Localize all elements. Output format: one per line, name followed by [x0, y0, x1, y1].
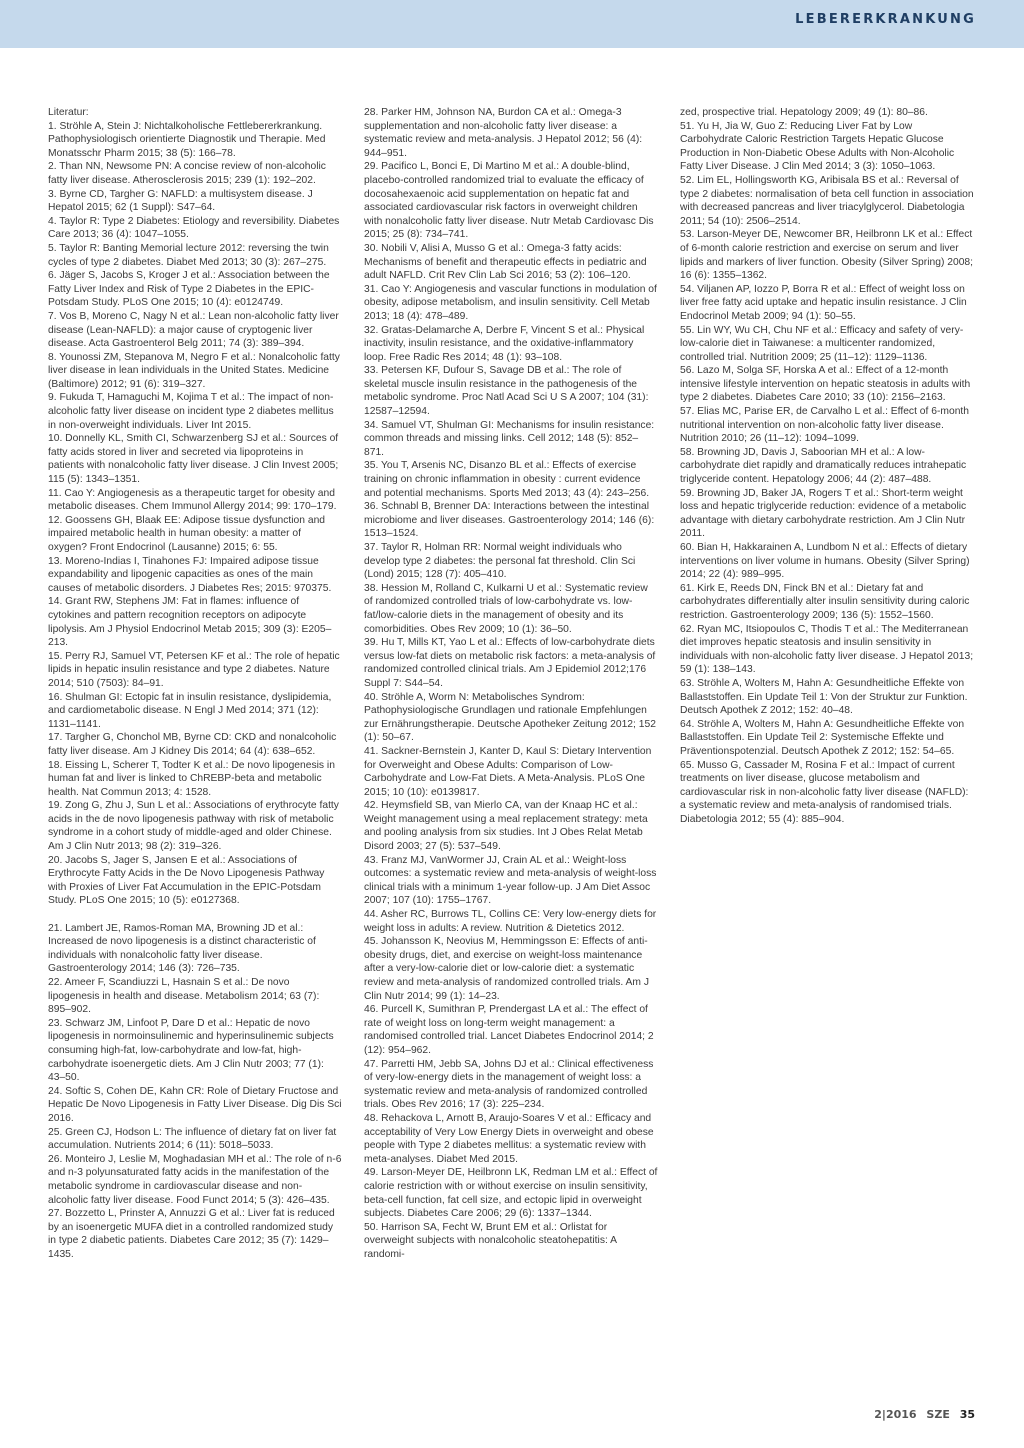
reference-list: [48, 120, 342, 1262]
reference-entry: 37. Taylor R, Holman RR: Normal weight individuals who develop type 2 diabetes: the personal fat threshold. Clin Sci (Lond) 2015; 128 (7): 405–410.: [364, 542, 636, 581]
reference-entry: 59. Browning JD, Baker JA, Rogers T et al.: Short-term weight loss and hepatic triglyceride reduction: evidence of a metabolic advantage with dietary carbohydrate restriction. Am J Clin Nutr 2011.: [680, 487, 967, 540]
reference-list: [364, 106, 658, 1261]
reference-entry: 23. Schwarz JM, Linfoot P, Dare D et al.: Hepatic de novo lipogenesis in normoinsulinemic and hyperinsulinemic subjects consuming high-fat, low-carbohydrate and low-fat, high-carbohydrate isoenergetic diets. Am J Clin Nutr 2003; 77 (1): 43–50.: [48, 1017, 334, 1084]
literature-heading: Literatur:: [48, 107, 89, 118]
reference-entry: 48. Rehackova L, Arnott B, Araujo-Soares V et al.: Efficacy and acceptability of Very Low Energy Diets in overweight and obese people with Type 2 diabetes mellitus: a systematic review with meta-analyses. Diabet Med 2015.: [364, 1112, 654, 1165]
reference-entry: 60. Bian H, Hakkarainen A, Lundbom N et al.: Effects of dietary interventions on liver volume in humans. Obesity (Silver Spring) 2014; 22 (4): 989–995.: [680, 542, 970, 581]
page-number: 35: [959, 1408, 975, 1421]
reference-column-3: [680, 106, 976, 826]
reference-entry: 61. Kirk E, Reeds DN, Finck BN et al.: Dietary fat and carbohydrates differentially alter insulin sensitivity during caloric restriction. Gastroenterology 2009; 136 (5): 1552–1560.: [680, 582, 970, 621]
reference-entry: 63. Ströhle A, Wolters M, Hahn A: Gesundheitliche Effekte von Ballaststoffen. Ein Update Teil 1: Von der Struktur zur Funktion. Deutsch Apothek Z 2012; 152: 40–48.: [680, 677, 968, 717]
reference-entry: 38. Hession M, Rolland C, Kulkarni U et al.: Systematic review of randomized controlled trials of low-carbohydrate vs. low-fat/low-calorie diets in the management of obesity and its comorbidities. Obes Rev 2009; 10 (1): 36–50.: [364, 582, 648, 635]
reference-entry: 1. Ströhle A, Stein J: Nichtalkoholische Fettlebererkrankung. Pathophysiologisch orientierte Diagnostik und Therapie. Med Monatsschr Pharm 2015; 38 (5): 166–78.: [48, 120, 326, 159]
reference-entry: 56. Lazo M, Solga SF, Horska A et al.: Effect of a 12-month intensive lifestyle intervention on hepatic steatosis in adults with type 2 diabetes. Diabetes Care 2010; 33 (10): 2156–2163.: [680, 365, 971, 404]
reference-entry: 30. Nobili V, Alisi A, Musso G et al.: Omega-3 fatty acids: Mechanisms of benefit and therapeutic effects in pediatric and adult NAFLD. Crit Rev Clin Lab Sci 2016; 53 (2): 106–120.: [364, 242, 647, 282]
reference-entry: 22. Ameer F, Scandiuzzi L, Hasnain S et al.: De novo lipogenesis in health and disease. Metabolism 2014; 63 (7): 895–902.: [48, 977, 320, 1016]
reference-entry: 6. Jäger S, Jacobs S, Kroger J et al.: Association between the Fatty Liver Index and Risk of Type 2 Diabetes in the EPIC-Potsdam Study. PLoS One 2015; 10 (4): e0124749.: [48, 270, 330, 309]
reference-entry: 13. Moreno-Indias I, Tinahones FJ: Impaired adipose tissue expandability and lipogenic capacities as ones of the main causes of metabolic disorders. J Diabetes Res; 2015: 970375.: [48, 555, 332, 594]
reference-entry: 54. Viljanen AP, Iozzo P, Borra R et al.: Effect of weight loss on liver free fatty acid uptake and hepatic insulin resistance. J Clin Endocrinol Metab 2009; 94 (1): 50–55.: [680, 283, 967, 322]
reference-entry: 8. Younossi ZM, Stepanova M, Negro F et al.: Nonalcoholic fatty liver disease in lean individuals in the United States. Medicine (Baltimore) 2012; 91 (6): 319–327.: [48, 351, 340, 390]
reference-column-1: [48, 106, 342, 1261]
reference-entry: 24. Softic S, Cohen DE, Kahn CR: Role of Dietary Fructose and Hepatic De Novo Lipogenesis in Fatty Liver Disease. Dig Dis Sci 2016.: [48, 1085, 342, 1124]
reference-entry: 26. Monteiro J, Leslie M, Moghadasian MH et al.: The role of n-6 and n-3 polyunsaturated fatty acids in the manifestation of the metabolic syndrome in cardiovascular disease and non-alcoholic fatty liver disease. Food Funct 2014; 5 (3): 426–435.: [48, 1153, 342, 1206]
reference-entry: 58. Browning JD, Davis J, Saboorian MH et al.: A low-carbohydrate diet rapidly and dramatically reduces intrahepatic triglyceride content. Hepatology 2006; 44 (2): 487–488.: [680, 446, 967, 486]
reference-entry: 2. Than NN, Newsome PN: A concise review of non-alcoholic fatty liver disease. Atherosclerosis 2015; 239 (1): 192–202.: [48, 161, 326, 186]
reference-entry: 39. Hu T, Mills KT, Yao L et al.: Effects of low-carbohydrate diets versus low-fat diets on metabolic risk factors: a meta-analysis of randomized controlled clinical trials. Am J Epidemiol 2012;176 Suppl 7: S44–54.: [364, 637, 656, 689]
magazine-name: SZE: [926, 1408, 950, 1421]
reference-column-2: [364, 106, 658, 1261]
reference-entry: 52. Lim EL, Hollingsworth KG, Aribisala BS et al.: Reversal of type 2 diabetes: normalisation of beta cell function in association with decreased pancreas and liver triacylglycerol. Diabetologia 2011; 54 (10): 2506–2514.: [680, 174, 974, 227]
reference-entry: 41. Sackner-Bernstein J, Kanter D, Kaul S: Dietary Intervention for Overweight and Obese Adults: Comparison of Low-Carbohydrate and Low-Fat Diets. A Meta-Analysis. PLoS One 2015; 10 (10): e0139817.: [364, 745, 652, 798]
reference-entry: 65. Musso G, Cassader M, Rosina F et al.: Impact of current treatments on liver disease, glucose metabolism and cardiovascular risk in non-alcoholic fatty liver disease (NAFLD): a systematic review and meta-analysis of randomised trials. Diabetologia 2012; 55 (4): 885–904.: [680, 759, 969, 825]
reference-entry: 55. Lin WY, Wu CH, Chu NF et al.: Efficacy and safety of very-low-calorie diet in Taiwanese: a multicenter randomized, controlled trial. Nutrition 2009; 25 (11–12): 1129–1136.: [680, 324, 964, 363]
reference-entry: 14. Grant RW, Stephens JM: Fat in flames: influence of cytokines and pattern recognition receptors on adipocyte lipolysis. Am J Physiol Endocrinol Metab 2015; 309 (3): E205–213.: [48, 596, 332, 649]
reference-entry: 19. Zong G, Zhu J, Sun L et al.: Associations of erythrocyte fatty acids in the de novo lipogenesis pathway with risk of metabolic syndrome in a cohort study of middle-aged and older Chinese. Am J Clin Nutr 2013; 98 (2): 319–326.: [48, 800, 339, 853]
reference-entry: 53. Larson-Meyer DE, Newcomer BR, Heilbronn LK et al.: Effect of 6-month calorie restriction and exercise on serum and liver lipids and markers of liver function. Obesity (Silver Spring) 2008; 16 (6): 1355–1362.: [680, 229, 974, 282]
reference-entry: 36. Schnabl B, Brenner DA: Interactions between the intestinal microbiome and liver diseases. Gastroenterology 2014; 146 (6): 1513–1524.: [364, 501, 655, 540]
reference-entry: 16. Shulman GI: Ectopic fat in insulin resistance, dyslipidemia, and cardiometabolic disease. N Engl J Med 2014; 371 (12): 1131–1141.: [48, 691, 332, 730]
reference-entry: 44. Asher RC, Burrows TL, Collins CE: Very low-energy diets for weight loss in adults: A review. Nutrition & Dietetics 2012.: [364, 909, 657, 934]
reference-entry: 21. Lambert JE, Ramos-Roman MA, Browning JD et al.: Increased de novo lipogenesis is a distinct characteristic of individuals with nonalcoholic fatty liver disease. Gastroenterology 2014; 146 (3): 726–735.: [48, 922, 316, 975]
reference-entry: 27. Bozzetto L, Prinster A, Annuzzi G et al.: Liver fat is reduced by an isoenergetic MUFA diet in a controlled randomized study in type 2 diabetic patients. Diabetes Care 2012; 35 (7): 1429–1435.: [48, 1208, 335, 1260]
reference-entry: 9. Fukuda T, Hamaguchi M, Kojima T et al.: The impact of non-alcoholic fatty liver disease on incident type 2 diabetes mellitus in non-overweight individuals. Liver Int 2015.: [48, 392, 334, 431]
reference-entry: 64. Ströhle A, Wolters M, Hahn A: Gesundheitliche Effekte von Ballaststoffen. Ein Update Teil 2: Systemische Effekte und Präventionspotenzial. Deutsch Apothek Z 2012; 152: 54–65.: [680, 718, 965, 757]
reference-entry: 20. Jacobs S, Jager S, Jansen E et al.: Associations of Erythrocyte Fatty Acids in the De Novo Lipogenesis Pathway with Proxies of Liver Fat Accumulation in the EPIC-Potsdam Study. PLoS One 2015; 10 (5): e0127368.: [48, 854, 325, 907]
reference-entry: 49. Larson-Meyer DE, Heilbronn LK, Redman LM et al.: Effect of calorie restriction with or without exercise on insulin sensitivity, beta-cell function, fat cell size, and ectopic lipid in overweight subjects. Diabetes Care 2006; 29 (6): 1337–1344.: [364, 1167, 658, 1220]
reference-entry: 18. Eissing L, Scherer T, Todter K et al.: De novo lipogenesis in human fat and liver is linked to ChREBP-beta and metabolic health. Nat Commun 2013; 4: 1528.: [48, 759, 335, 798]
reference-entry: 43. Franz MJ, VanWormer JJ, Crain AL et al.: Weight-loss outcomes: a systematic review and meta-analysis of weight-loss clinical trials with a minimum 1-year follow-up. J Am Diet Assoc 2007; 107 (10): 1755–1767.: [364, 854, 657, 907]
issue-number: 2|2016: [874, 1408, 917, 1421]
reference-entry: 32. Gratas-Delamarche A, Derbre F, Vincent S et al.: Physical inactivity, insulin resistance, and the oxidative-inflammatory loop. Free Radic Res 2014; 48 (1): 93–108.: [364, 324, 645, 363]
reference-entry: 31. Cao Y: Angiogenesis and vascular functions in modulation of obesity, adipose metabolism, and insulin sensitivity. Cell Metab 2013; 18 (4): 478–489.: [364, 283, 657, 322]
reference-entry: 57. Elias MC, Parise ER, de Carvalho L et al.: Effect of 6-month nutritional intervention on non-alcoholic fatty liver disease. Nutrition 2010; 26 (11–12): 1094–1099.: [680, 406, 970, 445]
reference-entry: zed, prospective trial. Hepatology 2009; 49 (1): 80–86.: [680, 107, 928, 118]
reference-entry: 3. Byrne CD, Targher G: NAFLD: a multisystem disease. J Hepatol 2015; 62 (1 Suppl): S47–64.: [48, 188, 313, 214]
reference-entry: 28. Parker HM, Johnson NA, Burdon CA et al.: Omega-3 supplementation and non-alcoholic fatty liver disease: a systematic review and meta-analysis. J Hepatol 2012; 56 (4): 944–951.: [364, 107, 643, 159]
reference-entry: 51. Yu H, Jia W, Guo Z: Reducing Liver Fat by Low Carbohydrate Caloric Restriction Targets Hepatic Glucose Production in Non-Diabetic Obese Adults with Non-Alcoholic Fatty Liver Disease. J Clin Med 2014; 3 (3): 1050–1063.: [680, 120, 955, 173]
reference-entry: 5. Taylor R: Banting Memorial lecture 2012: reversing the twin cycles of type 2 diabetes. Diabet Med 2013; 30 (3): 267–275.: [48, 242, 329, 268]
reference-entry: 12. Goossens GH, Blaak EE: Adipose tissue dysfunction and impaired metabolic health in human obesity: a matter of oxygen? Front Endocrinol (Lausanne) 2015; 6: 55.: [48, 514, 326, 553]
page-footer: [874, 1408, 975, 1421]
reference-entry: 42. Heymsfield SB, van Mierlo CA, van der Knaap HC et al.: Weight management using a meal replacement strategy: meta and pooling analysis from six studies. Int J Obes Relat Metab Disord 2003; 27 (5): 537–549.: [364, 800, 648, 853]
reference-entry: 15. Perry RJ, Samuel VT, Petersen KF et al.: The role of hepatic lipids in hepatic insulin resistance and type 2 diabetes. Nature 2014; 510 (7503): 84–91.: [48, 650, 340, 689]
reference-entry: 45. Johansson K, Neovius M, Hemmingsson E: Effects of anti-obesity drugs, diet, and exercise on weight-loss maintenance after a very-low-calorie diet or low-calorie diet: a systematic review and meta-analysis of randomized controlled trials. Am J Clin Nutr 2014; 99 (1): 14–23.: [364, 936, 650, 1002]
reference-entry: 47. Parretti HM, Jebb SA, Johns DJ et al.: Clinical effectiveness of very-low-energy diets in the management of weight loss: a systematic review and meta-analysis of randomized controlled trials. Obes Rev 2016; 17 (3): 225–234.: [364, 1058, 654, 1111]
reference-entry: 10. Donnelly KL, Smith CI, Schwarzenberg SJ et al.: Sources of fatty acids stored in liver and secreted via lipoproteins in patients with nonalcoholic fatty liver disease. J Clin Invest 2005; 115 (5): 1343–1351.: [48, 433, 339, 486]
reference-entry: 11. Cao Y: Angiogenesis as a therapeutic target for obesity and metabolic diseases. Chem Immunol Allergy 2014; 99: 170–179.: [48, 487, 337, 513]
reference-entry: 46. Purcell K, Sumithran P, Prendergast LA et al.: The effect of rate of weight loss on long-term weight management: a randomised controlled trial. Lancet Diabetes Endocrinol 2014; 2 (12): 954–962.: [364, 1004, 654, 1056]
reference-entry: 29. Pacifico L, Bonci E, Di Martino M et al.: A double-blind, placebo-controlled randomized trial to evaluate the efficacy of docosahexaenoic acid supplementation on hepatic fat and associated cardiovascular risk factors in overweight children with nonalcoholic fatty liver disease. Nutr Metab Cardiovasc Dis 2015; 25 (8): 734–741.: [364, 161, 654, 241]
reference-entry: 40. Ströhle A, Worm N: Metabolisches Syndrom: Pathophysiologische Grundlagen und rationale Empfehlungen zur Ernährungstherapie. Deutsche Apotheker Zeitung 2012; 152 (1): 50–67.: [364, 691, 656, 744]
reference-entry: 7. Vos B, Moreno C, Nagy N et al.: Lean non-alcoholic fatty liver disease (Lean-NAFLD): a major cause of cryptogenic liver disease. Acta Gastroenterol Belg 2011; 74 (3): 389–394.: [48, 310, 339, 350]
reference-entry: 17. Targher G, Chonchol MB, Byrne CD: CKD and nonalcoholic fatty liver disease. Am J Kidney Dis 2014; 64 (4): 638–652.: [48, 732, 337, 757]
reference-entry: 33. Petersen KF, Dufour S, Savage DB et al.: The role of skeletal muscle insulin resistance in the pathogenesis of the metabolic syndrome. Proc Natl Acad Sci U S A 2007; 104 (31): 12587–12594.: [364, 365, 649, 418]
reference-entry: 4. Taylor R: Type 2 Diabetes: Etiology and reversibility. Diabetes Care 2013; 36 (4): 1047–1055.: [48, 215, 340, 241]
reference-entry: 35. You T, Arsenis NC, Disanzo BL et al.: Effects of exercise training on chronic inflammation in obesity : current evidence and potential mechanisms. Sports Med 2013; 43 (4): 243–256.: [364, 460, 650, 499]
reference-entry: 25. Green CJ, Hodson L: The influence of dietary fat on liver fat accumulation. Nutrients 2014; 6 (11): 5018–5033.: [48, 1126, 337, 1152]
reference-entry: 34. Samuel VT, Shulman GI: Mechanisms for insulin resistance: common threads and missing links. Cell 2012; 148 (5): 852–871.: [364, 419, 655, 458]
reference-list: [680, 106, 976, 826]
reference-entry: 50. Harrison SA, Fecht W, Brunt EM et al.: Orlistat for overweight subjects with nonalcoholic steatohepatitis: A randomi-: [364, 1221, 617, 1260]
section-title: LEBERERKRANKUNG: [795, 12, 976, 27]
reference-entry: 62. Ryan MC, Itsiopoulos C, Thodis T et al.: The Mediterranean diet improves hepatic steatosis and insulin sensitivity in individuals with non-alcoholic fatty liver disease. J Hepatol 2013; 59 (1): 138–143.: [680, 623, 974, 676]
